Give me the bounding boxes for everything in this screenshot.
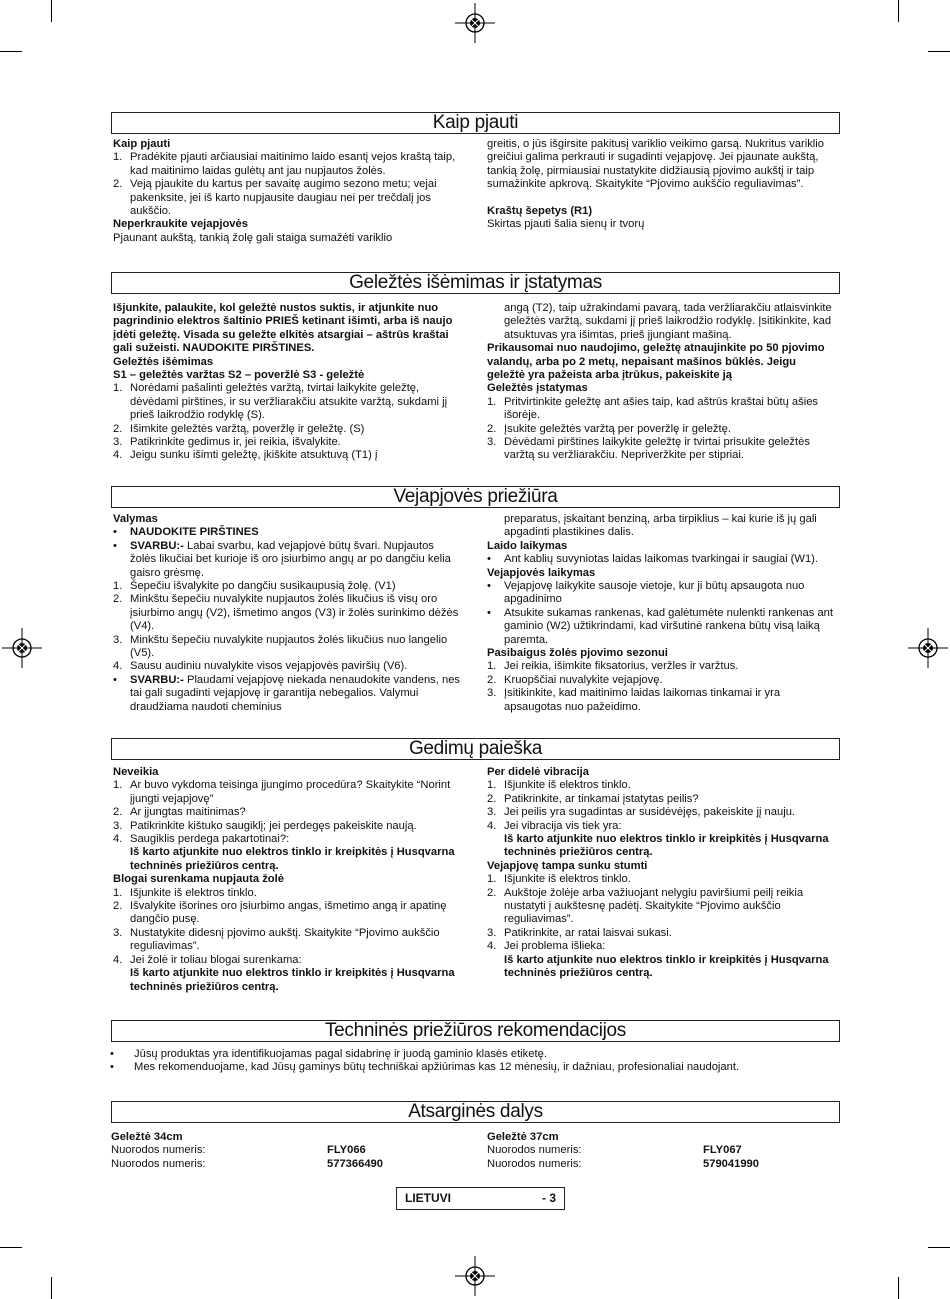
list-item: 2. Išvalykite išorines oro įsiurbimo angas, išmetimo angą ir apatinę dangčio pusę. bbox=[113, 900, 447, 926]
bullet-item: • NAUDOKITE PIRŠTINES bbox=[113, 526, 259, 539]
parts-label: Nuorodos numeris: bbox=[487, 1144, 582, 1157]
list-item: 1. Šepečiu išvalykite po dangčiu susikaupusią žolę. (V1) bbox=[113, 580, 396, 593]
list-item: 2. Veją pjaukite du kartus per savaitę augimo sezono metu; vejai pakenksite, jei iš karto nupjausite daugiau nei per trečdalį jos aukščio. bbox=[113, 178, 437, 218]
list-item: 1. Išjunkite iš elektros tinklo. bbox=[487, 779, 631, 792]
subheading: Per didelė vibracija bbox=[487, 766, 589, 778]
gedimu-left-column bbox=[113, 766, 463, 994]
list-item: 2. Aukštoje žolėje arba važiuojant nelygiu paviršiumi peilį reikia nustatyti į aukštesnę padėtį. Skaitykite “Pjovimo aukščio reguliavimas”. bbox=[487, 886, 804, 926]
parts-right bbox=[487, 1131, 837, 1171]
subheading: Neveikia bbox=[113, 766, 159, 778]
list-item: 1. Norėdami pašalinti geležtės varžtą, tvirtai laikykite geležtę, dėvėdami pirštines, ir su veržliarakčiu atsukite varžtą, sukdami jį prieš laikrodžio rodyklę (S). bbox=[113, 382, 448, 422]
parts-label: Nuorodos numeris: bbox=[487, 1157, 582, 1170]
bullet-item: • Jūsų produktas yra identifikuojamas pagal sidabrinę ir juodą gaminio klasės etiketę. bbox=[110, 1048, 547, 1060]
subheading: Kaip pjauti bbox=[113, 138, 171, 150]
bullet-item: • SVARBU:- Plaudami vejapjovę niekada nenaudokite vandens, nes tai gali sugadinti vejapjovę ir garantija nebegalios. Valymui draudžiama naudoti cheminius bbox=[113, 673, 461, 713]
warning-text: Iš karto atjunkite nuo elektros tinklo ir kreipkitės į Husqvarna techninės priežiūros centrą. bbox=[130, 967, 455, 993]
crop-mark bbox=[898, 0, 899, 22]
crop-mark bbox=[928, 51, 950, 52]
crop-mark bbox=[898, 1277, 899, 1299]
bullet-item: • Atsukite sukamas rankenas, kad galėtumėte nulenkti rankenas ant gaminio (W2) užtikrindami, kad viršutinė rankena būtų visą laiką paremta. bbox=[487, 606, 833, 646]
parts-label: Nuorodos numeris: bbox=[111, 1144, 206, 1157]
list-item: 1. Jei reikia, išimkite fiksatorius, veržles ir varžtus. bbox=[487, 660, 739, 673]
list-item: 3. Patikrinkite kištuko saugiklį; jei perdegęs pakeiskite naują. bbox=[113, 819, 417, 832]
paragraph: preparatus, įskaitant benziną, arba tirpiklius – kai kurie iš jų gali apgadinti plastikines dalis. bbox=[504, 513, 817, 539]
section-title-gedimu-paieska: Gedimų paieška bbox=[111, 738, 840, 760]
bullet-item: • Vejapjovę laikykite sausoje vietoje, kur ji būtų apsaugota nuo apgadinimo bbox=[487, 580, 805, 606]
parts-value: 577366490 bbox=[327, 1157, 383, 1170]
crop-mark bbox=[0, 1247, 22, 1248]
list-item: 2. Patikrinkite, ar tinkamai įstatytas peilis? bbox=[487, 792, 699, 805]
section-title-kaip-pjauti: Kaip pjauti bbox=[111, 112, 840, 134]
subheading: Geležtės išėmimas bbox=[113, 355, 214, 368]
warning-text: Prikausomai nuo naudojimo, geležtę atnaujinkite po 50 pjovimo valandų, arba po 2 metų, nepaisant mašinos būklės. Jeigu geležtė yra pažeista arba įtrūkus, pakeiskite ją bbox=[487, 342, 825, 382]
subheading: Blogai surenkama nupjauta žolė bbox=[113, 873, 284, 886]
parts-row bbox=[111, 1158, 461, 1171]
section-title-gelezte: Geležtės išėmimas ir įstatymas bbox=[111, 272, 840, 294]
paragraph: greitis, o jūs išgirsite pakitusį variklio veikimo garsą. Nukritus variklio greičiui galima perkrauti ir sugadinti vejapjovę. Jei pjaunate aukštą, tankią žolę, pirmiausiai nustatykite didžiausią pjovimo aukštį ir taip sumažinkite apkrovą. Skaitykite “Pjovimo aukščio reguliavimas”. bbox=[487, 138, 824, 191]
warning-text: Iš karto atjunkite nuo elektros tinklo ir kreipkitės į Husqvarna techninės priežiūros centrą. bbox=[130, 846, 455, 872]
crop-mark bbox=[51, 1277, 52, 1299]
section-title-technines: Techninės priežiūros rekomendacijos bbox=[111, 1020, 840, 1042]
list-item: 4. Jei problema išlieka: bbox=[487, 940, 606, 953]
legend: S1 – geležtės varžtas S2 – poveržlė S3 - geležtė bbox=[113, 369, 365, 382]
parts-row bbox=[111, 1144, 461, 1157]
subheading: Geležtė 34cm bbox=[111, 1131, 183, 1143]
parts-left bbox=[111, 1131, 461, 1171]
paragraph: Pjaunant aukštą, tankią žolę gali staiga sumažėti variklio bbox=[113, 231, 393, 244]
paragraph: angą (T2), taip užrakindami pavarą, tada veržliarakčiu atlaisvinkite geležtės varžtą, sukdami jį prieš laikrodžio rodyklę. Įsitikinkite, kad atsuktuvas yra išimtas, prieš įjungiant mašiną. bbox=[504, 302, 832, 341]
list-item: 4. Saugiklis perdega pakartotinai?: bbox=[113, 833, 290, 846]
parts-label: Nuorodos numeris: bbox=[111, 1157, 206, 1170]
warning-text: Iš karto atjunkite nuo elektros tinklo ir kreipkitės į Husqvarna techninės priežiūros centrą. bbox=[504, 953, 829, 980]
kaip-right-column bbox=[487, 138, 837, 231]
parts-value: FLY067 bbox=[703, 1144, 742, 1157]
kaip-left-column bbox=[113, 138, 463, 245]
subheading: Kraštų šepetys (R1) bbox=[487, 204, 593, 217]
registration-mark-top bbox=[455, 3, 495, 43]
subheading: Valymas bbox=[113, 513, 158, 525]
gedimu-right-column bbox=[487, 766, 837, 981]
bullet-item: • SVARBU:- Labai svarbu, kad vejapjovė būtų švari. Nupjautos žolės likučiai bet kurioje iš oro įsiurbimo angų ar po dangčiu kelia gaisro grėsmę. bbox=[113, 539, 451, 579]
list-item: 4. Jei vibracija vis tiek yra: bbox=[487, 819, 622, 832]
gelezte-left-column bbox=[113, 302, 463, 463]
list-item: 3. Patikrinkite gedimus ir, jei reikia, išvalykite. bbox=[113, 436, 341, 449]
subheading: Geležtė 37cm bbox=[487, 1131, 559, 1143]
parts-value: 579041990 bbox=[703, 1157, 759, 1170]
list-item: 2. Kruopščiai nuvalykite vejapjovę. bbox=[487, 673, 663, 686]
warning-text: Iš karto atjunkite nuo elektros tinklo ir kreipkitės į Husqvarna techninės priežiūros centrą. bbox=[504, 833, 829, 859]
list-item: 3. Patikrinkite, ar ratai laisvai sukasi. bbox=[487, 926, 672, 939]
warning-text: Išjunkite, palaukite, kol geležtė nustos suktis, ir atjunkite nuo pagrindinio elektros šaltinio PRIEŠ ketinant išimti, arba iš naujo įdėti geležtę. Visada su geležte elkitės atsargiai – aštrūs kraštai gali sužeisti. NAUDOKITE PIRŠTINES. bbox=[113, 302, 453, 355]
gelezte-right-column bbox=[487, 302, 837, 463]
registration-mark-bottom bbox=[455, 1256, 495, 1296]
subheading: Vejapjovę tampa sunku stumti bbox=[487, 859, 648, 872]
paragraph: Skirtas pjauti šalia sienų ir tvorų bbox=[487, 218, 645, 231]
parts-row bbox=[487, 1158, 837, 1171]
list-item: 2. Išimkite geležtės varžtą, poveržlę ir geležtę. (S) bbox=[113, 422, 365, 435]
section-title-atsargines: Atsarginės dalys bbox=[111, 1101, 840, 1123]
parts-row bbox=[487, 1144, 837, 1157]
list-item: 3. Nustatykite didesnį pjovimo aukštį. Skaitykite “Pjovimo aukščio reguliavimas”. bbox=[113, 926, 440, 953]
list-item: 4. Jeigu sunku išimti geležtę, įkiškite atsuktuvą (T1) į bbox=[113, 449, 378, 462]
crop-mark bbox=[928, 1247, 950, 1248]
list-item: 2. Ar įjungtas maitinimas? bbox=[113, 806, 246, 819]
technines-list bbox=[110, 1048, 830, 1075]
crop-mark bbox=[0, 51, 22, 52]
subheading: Vejapjovės laikymas bbox=[487, 566, 596, 579]
subheading: Laido laikymas bbox=[487, 539, 568, 552]
subheading: Neperkraukite vejapjovės bbox=[113, 218, 248, 231]
list-item: 2. Įsukite geležtės varžtą per poveržlę ir geležtę. bbox=[487, 422, 731, 435]
registration-mark-left bbox=[2, 628, 42, 668]
list-item: 3. Įsitikinkite, kad maitinimo laidas laikomas tinkamai ir yra apsaugotas nuo pažeidimo. bbox=[487, 687, 781, 713]
parts-value: FLY066 bbox=[327, 1144, 366, 1157]
section-title-prieziura: Vejapjovės priežiūra bbox=[111, 486, 840, 508]
footer-page-number: - 3 bbox=[541, 1191, 556, 1205]
list-item: 1. Pradėkite pjauti arčiausiai maitinimo laido esantį vejos kraštą taip, kad maitinimo laidas gulėtų ant jau nupjautos žolės. bbox=[113, 151, 456, 177]
list-item: 1. Išjunkite iš elektros tinklo. bbox=[113, 886, 257, 899]
list-item: 3. Minkštu šepečiu nuvalykite nupjautos žolės likučius nuo langelio (V5). bbox=[113, 633, 448, 660]
crop-mark bbox=[51, 0, 52, 22]
list-item: 3. Dėvėdami pirštines laikykite geležtę ir tvirtai prisukite geležtės varžtą su veržliarakčiu. Nepriveržkite per stipriai. bbox=[487, 436, 810, 462]
bullet-item: • Mes rekomenduojame, kad Jūsų gaminys būtų techniškai apžiūrimas kas 12 mėnesių, ir dažniau, profesionaliai naudojant. bbox=[110, 1061, 740, 1074]
prieziura-right-column bbox=[487, 513, 837, 714]
page-footer bbox=[396, 1187, 565, 1210]
list-item: 4. Jei žolė ir toliau blogai surenkama: bbox=[113, 953, 302, 966]
prieziura-left-column bbox=[113, 513, 463, 714]
list-item: 1. Pritvirtinkite geležtę ant ašies taip, kad aštrūs kraštai būtų ašies išorėje. bbox=[487, 395, 819, 422]
subheading: Pasibaigus žolės pjovimo sezonui bbox=[487, 647, 668, 660]
list-item: 4. Sausu audiniu nuvalykite visos vejapjovės paviršių (V6). bbox=[113, 660, 408, 673]
list-item: 1. Ar buvo vykdoma teisinga įjungimo procedūra? Skaitykite “Norint įjungti vejapjovę” bbox=[113, 779, 451, 805]
list-item: 1. Išjunkite iš elektros tinklo. bbox=[487, 873, 631, 886]
subheading: Geležtės įstatymas bbox=[487, 382, 588, 395]
list-item: 2. Minkštu šepečiu nuvalykite nupjautos žolės likučius iš visų oro įsiurbimo angų (V2), išmetimo angos (V3) ir žolės surinkimo dėžės (V4). bbox=[113, 593, 459, 633]
bullet-item: • Ant kablių suvyniotas laidas laikomas tvarkingai ir saugiai (W1). bbox=[487, 553, 819, 566]
footer-language: LIETUVI bbox=[405, 1191, 452, 1205]
list-item: 3. Jei peilis yra sugadintas ar susidėvėjęs, pakeiskite jį nauju. bbox=[487, 806, 796, 819]
registration-mark-right bbox=[908, 628, 948, 668]
